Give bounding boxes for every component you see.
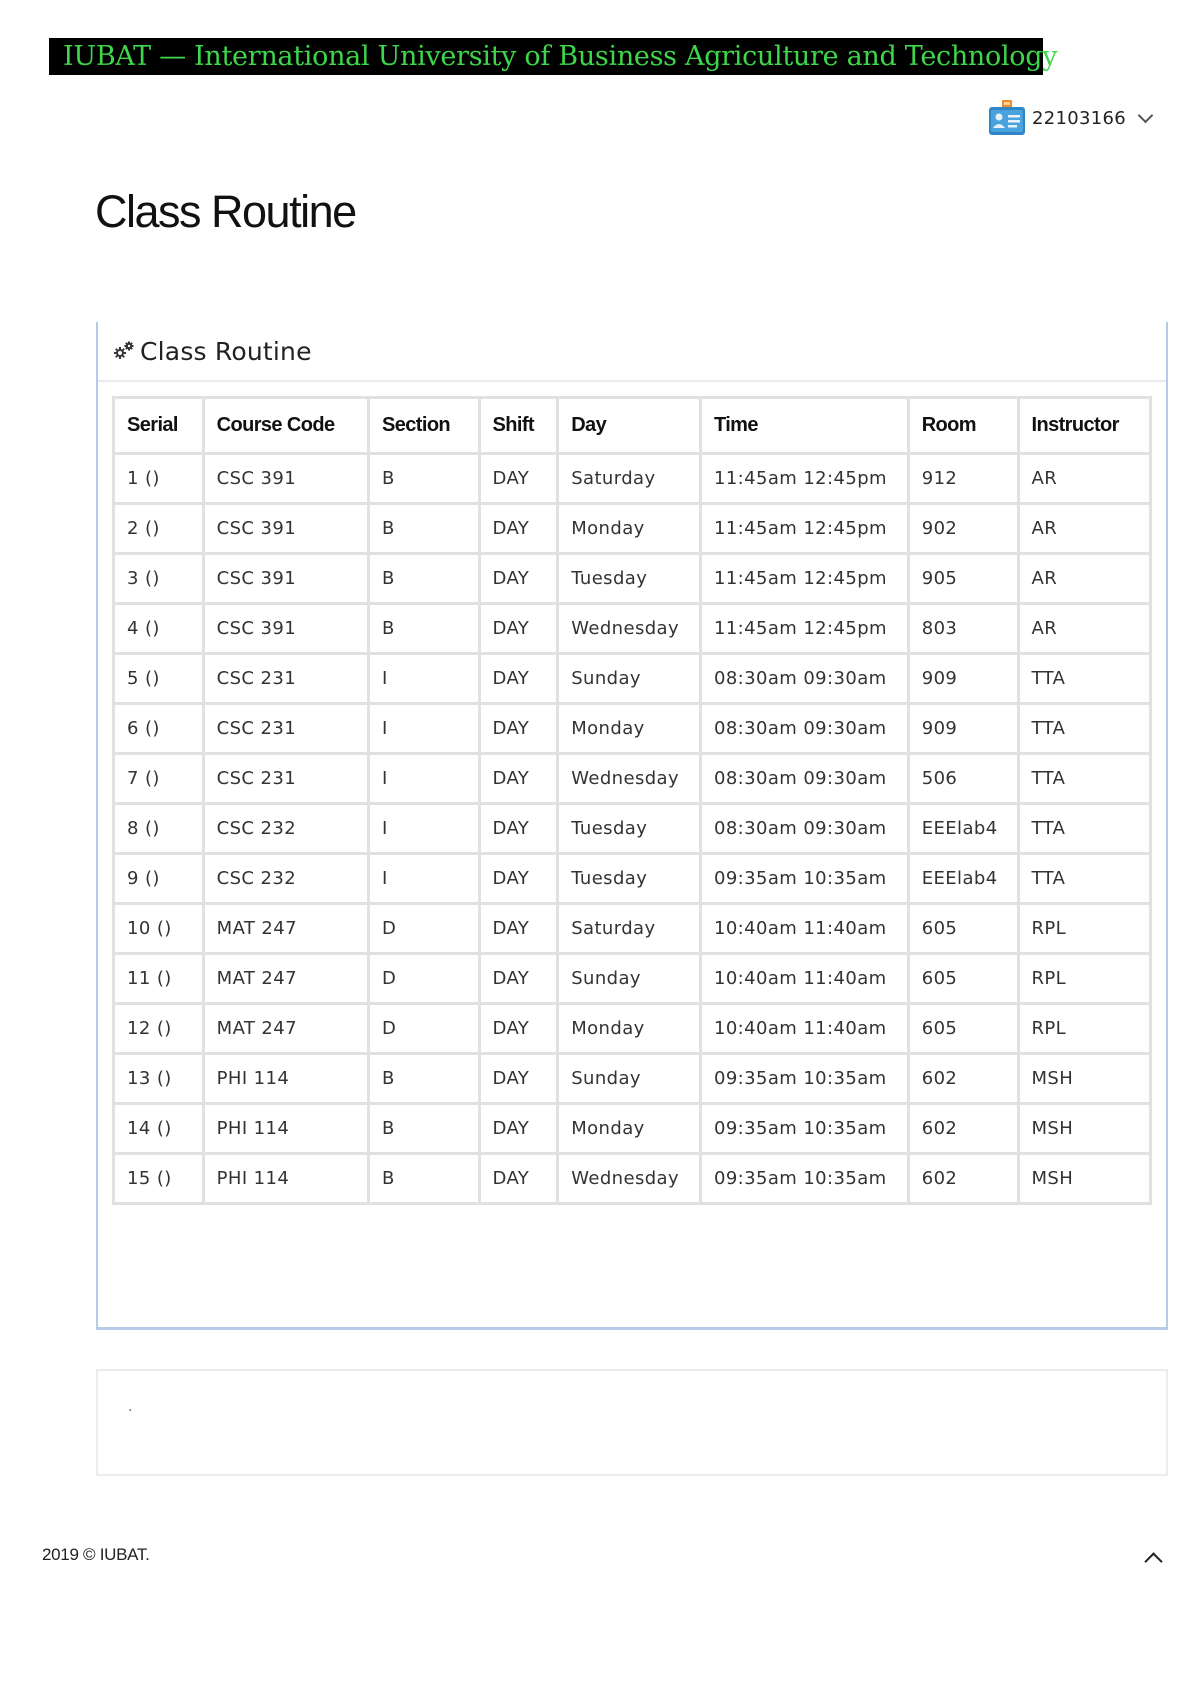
- cell-section: D: [369, 904, 480, 954]
- banner-title: IUBAT — International University of Business Agriculture and Technology: [63, 41, 1058, 72]
- table-body: [114, 454, 1151, 1204]
- cell-course-code: MAT 247: [203, 1004, 368, 1054]
- cell-time: 09:35am 10:35am: [700, 1054, 908, 1104]
- cell-time: 08:30am 09:30am: [700, 804, 908, 854]
- cell-course-code: MAT 247: [203, 954, 368, 1004]
- cell-section: B: [369, 1154, 480, 1204]
- table-row: [114, 704, 1151, 754]
- cell-course-code: CSC 232: [203, 804, 368, 854]
- cell-section: I: [369, 654, 480, 704]
- user-menu-toggle[interactable]: [988, 98, 1151, 138]
- cell-section: B: [369, 454, 480, 504]
- routine-table: [112, 396, 1152, 1205]
- cell-section: B: [369, 1104, 480, 1154]
- cell-instructor: AR: [1018, 504, 1151, 554]
- cell-section: I: [369, 804, 480, 854]
- cell-time: 09:35am 10:35am: [700, 1104, 908, 1154]
- cell-day: Wednesday: [558, 1154, 701, 1204]
- cell-serial: 11 (): [114, 954, 204, 1004]
- column-header-time: Time: [700, 398, 908, 454]
- cell-day: Saturday: [558, 454, 701, 504]
- cell-room: 905: [908, 554, 1018, 604]
- cell-course-code: CSC 391: [203, 454, 368, 504]
- cell-shift: DAY: [479, 1004, 558, 1054]
- note-text: .: [128, 1399, 133, 1415]
- cell-time: 10:40am 11:40am: [700, 954, 908, 1004]
- cell-room: 803: [908, 604, 1018, 654]
- cell-serial: 9 (): [114, 854, 204, 904]
- cell-section: B: [369, 604, 480, 654]
- cell-instructor: AR: [1018, 604, 1151, 654]
- cell-instructor: RPL: [1018, 1004, 1151, 1054]
- cell-section: I: [369, 754, 480, 804]
- table-row: [114, 754, 1151, 804]
- table-header-row: [114, 398, 1151, 454]
- cell-room: 602: [908, 1054, 1018, 1104]
- cell-instructor: AR: [1018, 554, 1151, 604]
- cell-shift: DAY: [479, 804, 558, 854]
- cell-instructor: TTA: [1018, 754, 1151, 804]
- cell-shift: DAY: [479, 904, 558, 954]
- id-card-icon: [988, 100, 1026, 136]
- cell-instructor: TTA: [1018, 654, 1151, 704]
- class-routine-portlet: [96, 322, 1168, 1330]
- cell-time: 09:35am 10:35am: [700, 854, 908, 904]
- cell-room: 506: [908, 754, 1018, 804]
- cell-time: 11:45am 12:45pm: [700, 554, 908, 604]
- cell-serial: 6 (): [114, 704, 204, 754]
- cell-instructor: TTA: [1018, 854, 1151, 904]
- cell-course-code: CSC 232: [203, 854, 368, 904]
- cell-room: 605: [908, 904, 1018, 954]
- cell-shift: DAY: [479, 454, 558, 504]
- cell-room: 602: [908, 1104, 1018, 1154]
- cell-shift: DAY: [479, 654, 558, 704]
- cell-serial: 3 (): [114, 554, 204, 604]
- column-header-room: Room: [908, 398, 1018, 454]
- site-banner: [49, 38, 1058, 75]
- column-header-day: Day: [558, 398, 701, 454]
- cell-course-code: PHI 114: [203, 1154, 368, 1204]
- cell-section: D: [369, 1004, 480, 1054]
- cell-time: 09:35am 10:35am: [700, 1154, 908, 1204]
- cell-serial: 14 (): [114, 1104, 204, 1154]
- cell-course-code: CSC 391: [203, 504, 368, 554]
- cell-shift: DAY: [479, 504, 558, 554]
- portlet-header: [98, 322, 1166, 382]
- cell-shift: DAY: [479, 1104, 558, 1154]
- table-row: [114, 1004, 1151, 1054]
- cell-instructor: MSH: [1018, 1104, 1151, 1154]
- cell-shift: DAY: [479, 554, 558, 604]
- column-header-serial: Serial: [114, 398, 204, 454]
- cell-day: Saturday: [558, 904, 701, 954]
- portlet-title: Class Routine: [140, 336, 312, 366]
- table-row: [114, 504, 1151, 554]
- cell-room: 912: [908, 454, 1018, 504]
- cell-instructor: RPL: [1018, 954, 1151, 1004]
- table-row: [114, 904, 1151, 954]
- cell-course-code: CSC 231: [203, 654, 368, 704]
- cell-room: EEElab4: [908, 854, 1018, 904]
- cell-day: Monday: [558, 704, 701, 754]
- cell-course-code: CSC 231: [203, 704, 368, 754]
- cell-section: B: [369, 504, 480, 554]
- table-row: [114, 604, 1151, 654]
- cell-day: Sunday: [558, 654, 701, 704]
- table-row: [114, 554, 1151, 604]
- cell-day: Monday: [558, 1004, 701, 1054]
- cell-time: 10:40am 11:40am: [700, 904, 908, 954]
- cell-room: 605: [908, 1004, 1018, 1054]
- cell-room: 605: [908, 954, 1018, 1004]
- column-header-course-code: Course Code: [203, 398, 368, 454]
- cell-day: Wednesday: [558, 754, 701, 804]
- cell-serial: 2 (): [114, 504, 204, 554]
- cell-course-code: PHI 114: [203, 1104, 368, 1154]
- cell-serial: 1 (): [114, 454, 204, 504]
- table-row: [114, 654, 1151, 704]
- cell-serial: 8 (): [114, 804, 204, 854]
- cell-shift: DAY: [479, 704, 558, 754]
- page-title: Class Routine: [95, 186, 356, 237]
- user-id-label: 22103166: [1032, 107, 1127, 129]
- cell-serial: 15 (): [114, 1154, 204, 1204]
- chevron-up-icon[interactable]: [1142, 1548, 1164, 1570]
- cell-day: Sunday: [558, 1054, 701, 1104]
- cell-course-code: CSC 391: [203, 554, 368, 604]
- cell-shift: DAY: [479, 854, 558, 904]
- column-header-instructor: Instructor: [1018, 398, 1151, 454]
- cell-serial: 5 (): [114, 654, 204, 704]
- cell-course-code: PHI 114: [203, 1054, 368, 1104]
- cell-course-code: CSC 231: [203, 754, 368, 804]
- cell-room: 909: [908, 654, 1018, 704]
- cell-day: Tuesday: [558, 854, 701, 904]
- footer-copyright: 2019 © IUBAT.: [42, 1545, 150, 1564]
- cell-time: 08:30am 09:30am: [700, 654, 908, 704]
- cell-section: B: [369, 554, 480, 604]
- cell-room: EEElab4: [908, 804, 1018, 854]
- column-header-section: Section: [369, 398, 480, 454]
- column-header-shift: Shift: [479, 398, 558, 454]
- cell-serial: 10 (): [114, 904, 204, 954]
- table-row: [114, 1054, 1151, 1104]
- cell-room: 602: [908, 1154, 1018, 1204]
- cell-course-code: CSC 391: [203, 604, 368, 654]
- cell-serial: 13 (): [114, 1054, 204, 1104]
- cell-section: I: [369, 854, 480, 904]
- cell-time: 11:45am 12:45pm: [700, 454, 908, 504]
- cell-instructor: TTA: [1018, 804, 1151, 854]
- cell-instructor: MSH: [1018, 1054, 1151, 1104]
- cell-time: 08:30am 09:30am: [700, 754, 908, 804]
- cell-instructor: AR: [1018, 454, 1151, 504]
- cell-course-code: MAT 247: [203, 904, 368, 954]
- cell-time: 10:40am 11:40am: [700, 1004, 908, 1054]
- cell-room: 902: [908, 504, 1018, 554]
- cell-section: B: [369, 1054, 480, 1104]
- cell-shift: DAY: [479, 954, 558, 1004]
- cell-instructor: RPL: [1018, 904, 1151, 954]
- cell-day: Wednesday: [558, 604, 701, 654]
- table-row: [114, 1104, 1151, 1154]
- cell-shift: DAY: [479, 1154, 558, 1204]
- cell-instructor: MSH: [1018, 1154, 1151, 1204]
- cell-room: 909: [908, 704, 1018, 754]
- cell-shift: DAY: [479, 604, 558, 654]
- gears-icon: [112, 339, 136, 363]
- cell-day: Sunday: [558, 954, 701, 1004]
- cell-day: Monday: [558, 1104, 701, 1154]
- table-row: [114, 1154, 1151, 1204]
- cell-serial: 4 (): [114, 604, 204, 654]
- cell-instructor: TTA: [1018, 704, 1151, 754]
- cell-shift: DAY: [479, 754, 558, 804]
- cell-day: Monday: [558, 504, 701, 554]
- table-row: [114, 804, 1151, 854]
- table-row: [114, 854, 1151, 904]
- table-row: [114, 954, 1151, 1004]
- note-panel: [96, 1369, 1168, 1476]
- cell-time: 11:45am 12:45pm: [700, 604, 908, 654]
- cell-day: Tuesday: [558, 804, 701, 854]
- cell-serial: 12 (): [114, 1004, 204, 1054]
- cell-section: D: [369, 954, 480, 1004]
- cell-serial: 7 (): [114, 754, 204, 804]
- cell-day: Tuesday: [558, 554, 701, 604]
- cell-section: I: [369, 704, 480, 754]
- table-row: [114, 454, 1151, 504]
- cell-time: 11:45am 12:45pm: [700, 504, 908, 554]
- chevron-down-icon: [1138, 107, 1154, 123]
- cell-shift: DAY: [479, 1054, 558, 1104]
- cell-time: 08:30am 09:30am: [700, 704, 908, 754]
